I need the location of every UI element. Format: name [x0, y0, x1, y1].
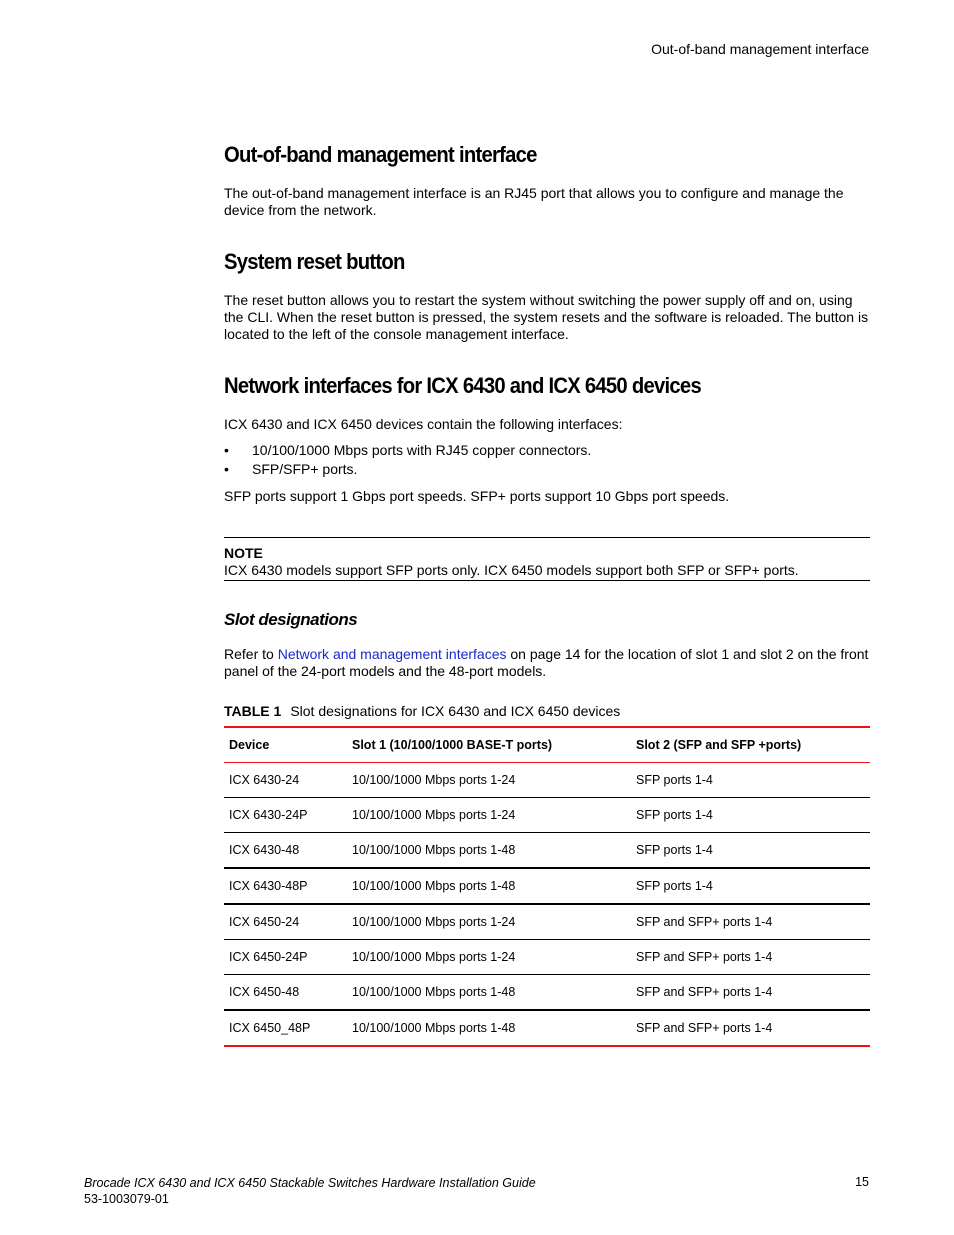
slot1-cell: 10/100/1000 Mbps ports 1-48: [347, 1010, 631, 1046]
header-slot2: Slot 2 (SFP and SFP +ports): [631, 727, 870, 763]
slot1-cell: 10/100/1000 Mbps ports 1-24: [347, 940, 631, 975]
bullet-icon: •: [224, 442, 229, 458]
slot-body: [224, 646, 870, 680]
header-device: Device: [224, 727, 347, 763]
slot-body-suffix: on page 14 for the location of slot 1 and slot 2 on the front panel of the 24-port models and the 48-port models.: [224, 646, 869, 679]
device-cell: ICX 6450-48: [224, 975, 347, 1011]
table-row: [224, 763, 870, 798]
network-heading: Network interfaces for ICX 6430 and ICX 6450 devices: [224, 373, 701, 398]
slot-body-prefix: Refer to: [224, 646, 278, 662]
reset-heading: System reset button: [224, 249, 405, 274]
slot-heading: Slot designations: [224, 610, 358, 629]
slot2-cell: SFP and SFP+ ports 1-4: [631, 975, 870, 1011]
slot2-cell: SFP ports 1-4: [631, 763, 870, 798]
slot1-cell: 10/100/1000 Mbps ports 1-48: [347, 833, 631, 869]
bullet-text: 10/100/1000 Mbps ports with RJ45 copper connectors.: [252, 442, 592, 458]
slot1-cell: 10/100/1000 Mbps ports 1-48: [347, 975, 631, 1011]
slot1-cell: 10/100/1000 Mbps ports 1-24: [347, 798, 631, 833]
device-cell: ICX 6430-48P: [224, 868, 347, 904]
table-row: [224, 1010, 870, 1046]
footer-doc-number: 53-1003079-01: [84, 1192, 169, 1206]
slot1-cell: 10/100/1000 Mbps ports 1-24: [347, 763, 631, 798]
network-intro: ICX 6430 and ICX 6450 devices contain the following interfaces:: [224, 416, 623, 432]
footer-doc-title: Brocade ICX 6430 and ICX 6450 Stackable Switches Hardware Installation Guide: [84, 1176, 536, 1190]
table-row: [224, 833, 870, 869]
device-cell: ICX 6430-24: [224, 763, 347, 798]
table-row: [224, 975, 870, 1011]
bullet-text: SFP/SFP+ ports.: [252, 461, 358, 477]
reset-body: The reset button allows you to restart the system without switching the power supply off and on, using the CLI. When the reset button is pressed, the system resets and the software is reloaded. The button is located to the left of the console management interface.: [224, 292, 869, 342]
slot2-cell: SFP and SFP+ ports 1-4: [631, 1010, 870, 1046]
slot2-cell: SFP ports 1-4: [631, 868, 870, 904]
device-cell: ICX 6430-48: [224, 833, 347, 869]
oob-heading: Out-of-band management interface: [224, 142, 537, 167]
network-outro: SFP ports support 1 Gbps port speeds. SFP+ ports support 10 Gbps port speeds.: [224, 488, 730, 504]
table-row: [224, 798, 870, 833]
bullet-item: [224, 461, 357, 478]
slot2-cell: SFP and SFP+ ports 1-4: [631, 904, 870, 940]
oob-body: The out-of-band management interface is an RJ45 port that allows you to configure and manage the device from the network.: [224, 185, 844, 218]
network-interfaces-link[interactable]: Network and management interfaces: [277, 646, 507, 662]
table-row: [224, 940, 870, 975]
running-header: Out-of-band management interface: [651, 41, 869, 57]
note-label: NOTE: [224, 545, 263, 561]
table-caption-text: Slot designations for ICX 6430 and ICX 6450 devices: [290, 703, 621, 719]
table-caption-label: TABLE 1: [224, 703, 282, 719]
device-cell: ICX 6430-24P: [224, 798, 347, 833]
table-caption: [224, 703, 620, 719]
table-row: [224, 904, 870, 940]
slot1-cell: 10/100/1000 Mbps ports 1-48: [347, 868, 631, 904]
slot2-cell: SFP and SFP+ ports 1-4: [631, 940, 870, 975]
header-slot1: Slot 1 (10/100/1000 BASE-T ports): [347, 727, 631, 763]
slot2-cell: SFP ports 1-4: [631, 798, 870, 833]
slot2-cell: SFP ports 1-4: [631, 833, 870, 869]
slot-designations-table: [224, 726, 870, 1047]
table-row: [224, 868, 870, 904]
table-header-row: [224, 727, 870, 763]
note-bottom-rule: [224, 580, 870, 581]
bullet-item: [224, 442, 591, 459]
slot1-cell: 10/100/1000 Mbps ports 1-24: [347, 904, 631, 940]
device-cell: ICX 6450-24P: [224, 940, 347, 975]
bullet-icon: •: [224, 461, 229, 477]
note-text: ICX 6430 models support SFP ports only. ICX 6450 models support both SFP or SFP+ ports.: [224, 562, 799, 578]
footer-doc-info: [84, 1175, 536, 1207]
footer-page-number: 15: [855, 1175, 869, 1189]
note-top-rule: [224, 537, 870, 538]
device-cell: ICX 6450-24: [224, 904, 347, 940]
device-cell: ICX 6450_48P: [224, 1010, 347, 1046]
